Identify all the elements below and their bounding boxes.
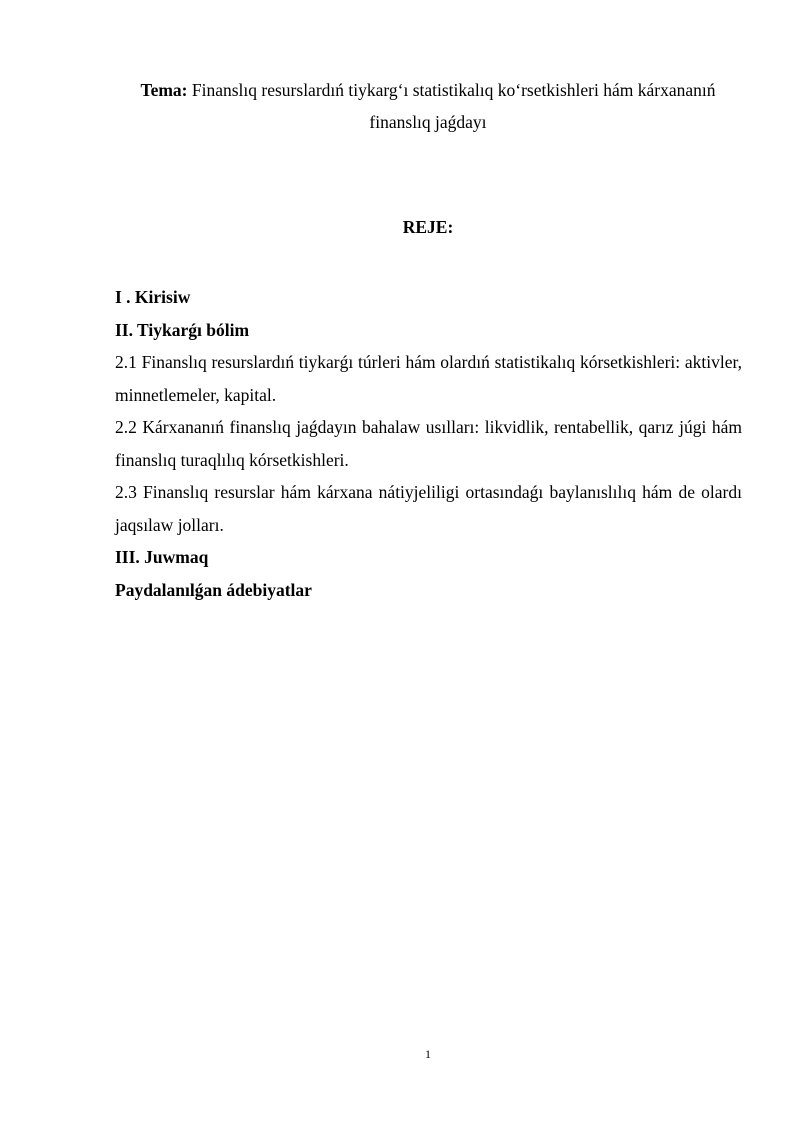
subsection-2-3: 2.3 Finanslıq resurslar hám kárxana nátiyjeliligi ortasındaǵı baylanıslılıq hám de olardı jaqsılaw jolları.	[115, 482, 742, 535]
document-topic	[108, 74, 748, 138]
section-heading-references: Paydalanılǵan ádebiyatlar	[115, 579, 312, 600]
topic-label: Tema:	[140, 80, 188, 100]
section-heading-conclusion: III. Juwmaq	[115, 547, 209, 567]
plan-outline	[115, 281, 742, 606]
section-heading-main-part: II. Tiykarǵı bólim	[115, 319, 250, 340]
subsection-2-1: 2.1 Finanslıq resurslardıń tiykarǵı túrleri hám olardıń statistikalıq kórsetkishleri: aktivler, minnetlemeler, kapital.	[115, 352, 742, 405]
topic-text: Finanslıq resurslardıń tiykarg‘ı statistikalıq ko‘rsetkishleri hám kárxananıń finanslıq jaǵdayı	[191, 80, 716, 132]
subsection-2-2: 2.2 Kárxananıń finanslıq jaǵdayın bahalaw usılları: likvidlik, rentabellik, qarız júgi hám finanslıq turaqlılıq kórsetkishleri.	[115, 417, 742, 470]
plan-heading: REJE:	[402, 217, 454, 237]
page-number: 1	[425, 1047, 431, 1061]
section-heading-introduction: I . Kirisiw	[115, 287, 191, 307]
